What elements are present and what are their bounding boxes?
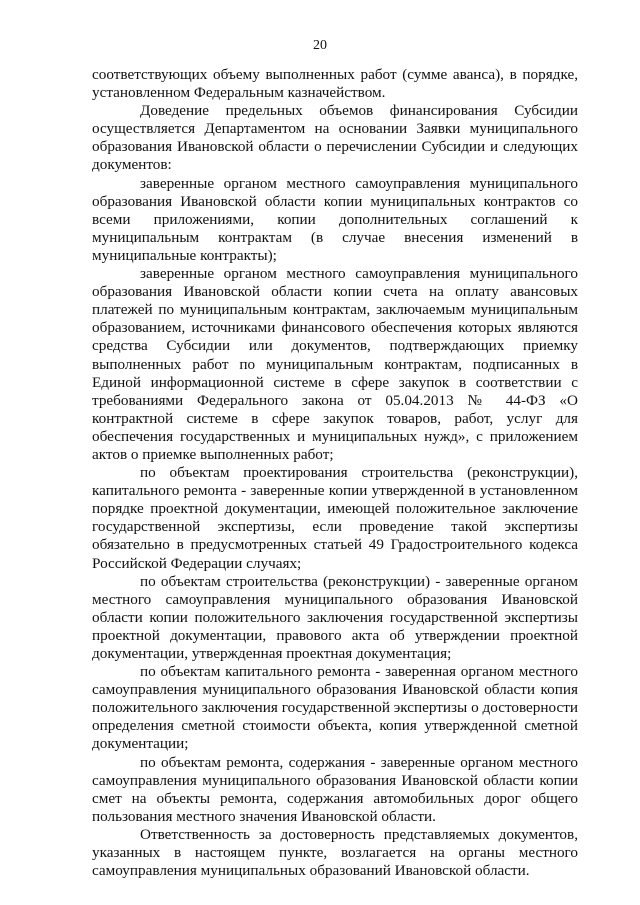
paragraph-responsibility: Ответственность за достоверность представляемых документов, указанных в настоящем пункте, возлагается на органы местного самоуправления муниципальных образований Ивановской области.	[92, 825, 578, 880]
paragraph-continuation: соответствующих объему выполненных работ (сумме аванса), в порядке, установленном Федеральным казначейством.	[92, 66, 578, 102]
paragraph-construction-objects: по объектам строительства (реконструкции) - заверенные органом местного самоуправления муниципального образования Ивановской области копии положительного заключения государственной экспертизы проектной документации, правового акта об утверждении проектной документации, утвержденная проектная документация;	[92, 572, 578, 662]
paragraph-contract-copies: заверенные органом местного самоуправления муниципального образования Ивановской области копии муниципальных контрактов со всеми приложениями, копии дополнительных соглашений к муниципальным контрактам (в случае внесения изменений в муниципальные контракты);	[92, 174, 578, 264]
paragraph-funding-procedure: Доведение предельных объемов финансирования Субсидии осуществляется Департаментом на основании Заявки муниципального образования Ивановской области о перечислении Субсидии и следующих документов:	[92, 102, 578, 174]
document-body	[92, 66, 578, 880]
paragraph-capital-repair-objects: по объектам капитального ремонта - заверенная органом местного самоуправления муниципального образования Ивановской области копия положительного заключения государственной экспертизы о достоверности определения сметной стоимости объекта, копия утвержденной сметной документации;	[92, 663, 578, 753]
paragraph-design-objects: по объектам проектирования строительства (реконструкции), капитального ремонта - заверенные копии утвержденной в установленном порядке проектной документации, имеющей положительное заключение государственной экспертизы, если проведение такой экспертизы обязательно в предусмотренных статьей 49 Градостроительного кодекса Российской Федерации случаях;	[92, 464, 578, 572]
page-number: 20	[313, 38, 327, 53]
paragraph-invoice-copies: заверенные органом местного самоуправления муниципального образования Ивановской области копии счета на оплату авансовых платежей по муниципальным контрактам, заключаемым муниципальным образованием, источниками финансового обеспечения которых являются средства Субсидии или документов, подтверждающих приемку выполненных работ по муниципальным контрактам, подписанных в Единой информационной системе в сфере закупок в соответствии с требованиями Федерального закона от 05.04.2013 № 44-ФЗ «О контрактной системе в сфере закупок товаров, работ, услуг для обеспечения государственных и муниципальных нужд», с приложением актов о приемке выполненных работ;	[92, 265, 578, 463]
paragraph-repair-maintenance-objects: по объектам ремонта, содержания - заверенные органом местного самоуправления муниципального образования Ивановской области копии смет на объекты ремонта, содержания автомобильных дорог общего пользования местного значения Ивановской области.	[92, 753, 578, 825]
